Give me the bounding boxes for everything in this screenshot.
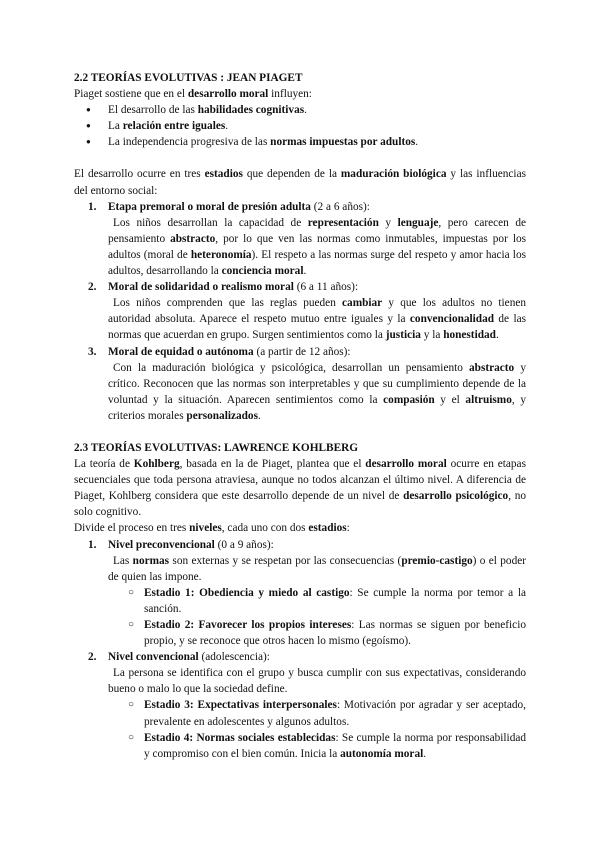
stage-item <box>74 279 526 343</box>
stage-description: Con la maduración biológica y psicológica, desarrollan un pensamiento abstracto y crítico. Reconocen que las normas son interpretables y que su cumplimiento depende de la voluntad y la situación. Aparecen sentimientos como la compasión y el altruismo, y criterios morales personalizados. <box>108 361 526 422</box>
level-description: La persona se identifica con el grupo y busca cumplir con sus expectativas, considerando bueno o malo lo que la sociedad define. <box>108 667 526 696</box>
piaget-stages-list <box>74 199 526 424</box>
section-heading-piaget: 2.2 TEORÍAS EVOLUTIVAS : JEAN PIAGET <box>74 72 303 84</box>
bold-term: Estadio 1: Obediencia y miedo al castigo <box>144 586 350 599</box>
bold-term: normas <box>132 554 170 567</box>
bold-term: honestidad <box>443 329 496 342</box>
bold-term: Moral de equidad o autónoma <box>108 345 254 358</box>
stage-item <box>74 199 526 279</box>
stage-number: 1. <box>88 200 97 213</box>
bold-term: Estadio 2: Favorecer los propios intereses <box>144 619 352 631</box>
bold-term: abstracto <box>469 361 515 374</box>
spacer <box>74 150 526 166</box>
section-heading-kohlberg: 2.3 TEORÍAS EVOLUTIVAS: LAWRENCE KOHLBERG <box>74 441 359 454</box>
bold-term: normas impuestas por adultos <box>270 136 416 149</box>
bold-term: compasión <box>383 393 435 406</box>
level-number: 2. <box>88 651 97 664</box>
bold-term: Nivel convencional <box>108 651 199 664</box>
piaget-influences-list <box>74 102 526 150</box>
bold-term: convencionalidad <box>409 313 495 326</box>
list-item: ● La independencia progresiva de las normas impuestas por adultos. <box>74 134 526 150</box>
kohlberg-levels-list <box>74 537 526 762</box>
level-item <box>74 649 526 762</box>
bold-term: Moral de solidaridad o realismo moral <box>108 281 294 294</box>
stage-title: Etapa premoral o moral de presión adulta (2 a 6 años): <box>108 200 370 213</box>
bold-term: habilidades cognitivas <box>197 104 305 117</box>
level-item <box>74 537 526 650</box>
bold-term: heteronomía <box>190 248 252 261</box>
bold-term: representación <box>307 216 379 229</box>
bold-term: Nivel preconvencional <box>108 538 215 551</box>
level-title: Nivel preconvencional (0 a 9 años): <box>108 538 274 551</box>
bold-term: altruismo <box>465 393 512 406</box>
substage-item: ○ Estadio 2: Favorecer los propios intereses: Las normas se siguen por beneficio propio, y se reconoce que otros hacen lo mismo (egoísmo). <box>108 617 526 649</box>
substage-list <box>108 585 526 649</box>
bold-term: maduración biológica <box>340 168 447 181</box>
bold-term: niveles <box>189 522 222 535</box>
stage-description: Los niños desarrollan la capacidad de representación y lenguaje, pero carecen de pensamiento abstracto, por lo que ven las normas como inmutables, impuestas por los adultos (moral de heteronomía). El respeto a las normas surge del respeto y amor hacia los adultos, desarrollando la conciencia moral. <box>108 216 526 278</box>
piaget-stages-intro: El desarrollo ocurre en tres estadios que dependen de la maduración biológica y las influencias del entorno social: <box>74 168 526 197</box>
stage-description: Los niños comprenden que las reglas pueden cambiar y que los adultos no tienen autoridad absoluta. Aparece el respeto mutuo entre iguales y la convencionalidad de las normas que acuerdan en grupo. Surgen sentimientos como la justicia y la honestidad. <box>108 297 527 342</box>
stage-number: 2. <box>88 281 97 294</box>
substage-item: ○ Estadio 4: Normas sociales establecidas: Se cumple la norma por responsabilidad y compromiso con el bien común. Inicia la autonomía moral. <box>108 730 526 762</box>
stage-title: Moral de equidad o autónoma (a partir de 12 años): <box>108 345 351 358</box>
bold-term: estadios <box>308 522 347 535</box>
stage-title: Moral de solidaridad o realismo moral (6 a 11 años): <box>108 281 359 294</box>
kohlberg-levels-intro: Divide el proceso en tres niveles, cada uno con dos estadios: <box>74 522 350 535</box>
document-content <box>74 70 526 762</box>
bold-term: abstracto <box>170 232 216 245</box>
substage-item: ○ Estadio 1: Obediencia y miedo al castigo: Se cumple la norma por temor a la sanción. <box>108 585 526 617</box>
bold-term: lenguaje <box>397 216 439 229</box>
bold-term: desarrollo moral <box>187 88 269 101</box>
bold-term: desarrollo moral <box>365 458 447 471</box>
substage-item: ○ Estadio 3: Expectativas interpersonales: Motivación por agradar y ser aceptado, prevalente en adolescentes y algunos adultos. <box>108 697 526 729</box>
bold-term: relación entre iguales <box>122 120 226 133</box>
bold-term: autonomía moral <box>340 747 424 760</box>
bold-term: estadios <box>204 168 243 181</box>
bold-term: desarrollo psicológico <box>403 490 509 503</box>
stage-number: 3. <box>88 345 97 358</box>
level-title: Nivel convencional (adolescencia): <box>108 651 270 664</box>
level-number: 1. <box>88 538 97 551</box>
bold-term: Kohlberg <box>133 458 180 471</box>
bold-term: conciencia moral <box>221 265 304 278</box>
bold-term: justicia <box>385 329 421 342</box>
kohlberg-intro: La teoría de Kohlberg, basada en la de Piaget, plantea que el desarrollo moral ocurre en etapas secuenciales que toda persona atraviesa, aunque no todos alcanzan el último nivel. A diferencia de Piaget, Kohlberg considera que este desarrollo depende de un nivel de desarrollo psicológico, no solo cognitivo. <box>74 458 526 519</box>
bold-term: Etapa premoral o moral de presión adulta <box>108 200 311 213</box>
list-item: ● La relación entre iguales. <box>74 118 526 134</box>
list-item: ● El desarrollo de las habilidades cognitivas. <box>74 102 526 118</box>
bold-term: personalizados <box>186 409 258 422</box>
bold-term: premio-castigo <box>401 554 473 567</box>
substage-list <box>108 697 526 761</box>
spacer <box>74 424 526 440</box>
piaget-intro: Piaget sostiene que en el desarrollo moral influyen: <box>74 88 312 101</box>
level-description: Las normas son externas y se respetan por las consecuencias (premio-castigo) o el poder de quien las impone. <box>108 554 526 583</box>
bold-term: cambiar <box>342 297 383 310</box>
stage-item <box>74 344 526 424</box>
bold-term: Estadio 3: Expectativas interpersonales <box>144 699 337 712</box>
bold-term: Estadio 4: Normas sociales establecidas <box>144 731 336 744</box>
